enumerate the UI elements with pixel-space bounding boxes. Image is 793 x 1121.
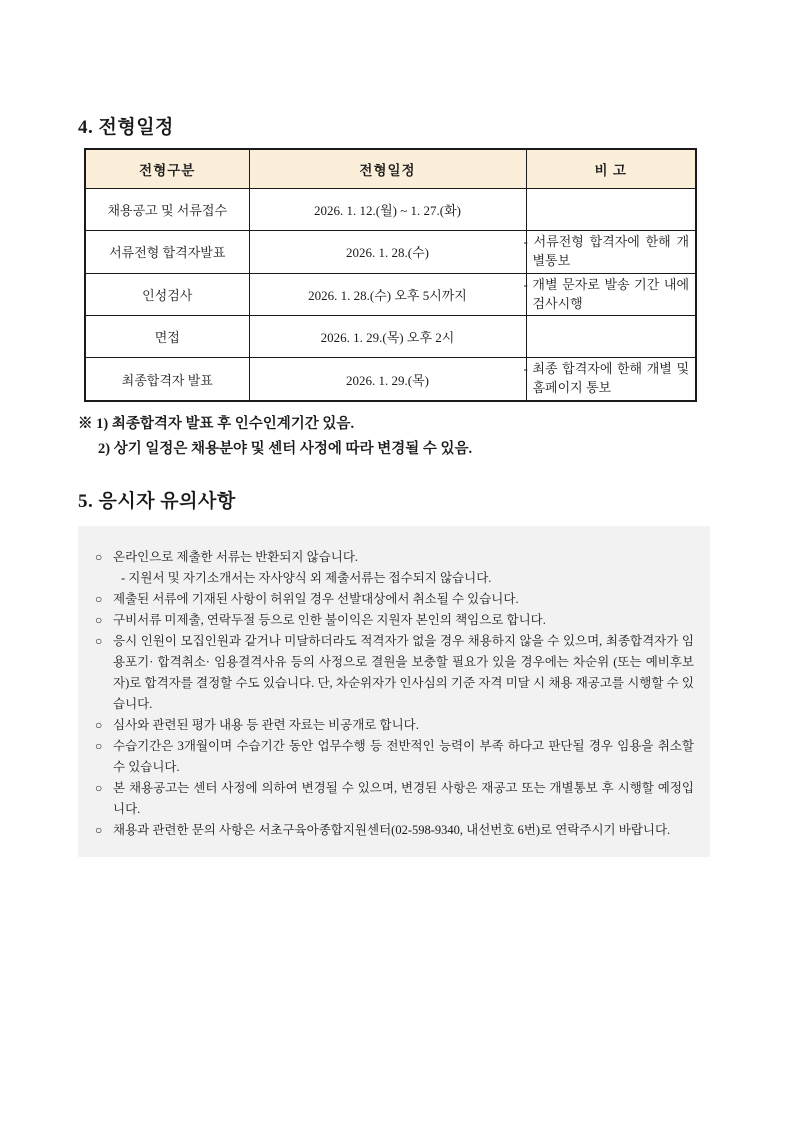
cell-schedule: 2026. 1. 29.(목) 오후 2시 [249,316,526,358]
table-row [85,273,696,316]
circle-bullet-icon: ○ [95,781,103,796]
list-item-text: 구비서류 미제출, 연락두절 등으로 인한 불이익은 지원자 본인의 책임으로 합니다. [113,613,546,628]
col-header-category: 전형구분 [85,149,249,189]
cell-category: 채용공고 및 서류접수 [85,189,249,231]
circle-bullet-icon: ○ [95,592,103,607]
section-applicant-notes [78,486,710,857]
list-item-text: 채용과 관련한 문의 사항은 서초구육아종합지원센터(02-598-9340, 내선번호 6번)로 연락주시기 바랍니다. [113,823,671,838]
circle-bullet-icon: ○ [95,739,103,754]
cell-category: 면접 [85,316,249,358]
list-item [95,778,694,820]
cell-remark [526,316,696,358]
list-item-text: 본 채용공고는 센터 사정에 의하여 변경될 수 있으며, 변경된 사항은 재공고 또는 개별통보 후 시행할 예정입니다. [113,781,694,817]
list-item-text: 응시 인원이 모집인원과 같거나 미달하더라도 적격자가 없을 경우 채용하지 않을 수 있으며, 최종합격자가 임용포기· 합격취소· 임용결격사유 등의 사정으로 결원을 보충할 필요가 있을 경우에는 차순위 (또는 예비후보자)로 합격자를 결정할 수도 있습니다. 단, 차순위자가 인사심의 기준 자격 미달 시 채용 재공고를 시행할 수 있습니다. [113,634,694,712]
cell-remark: - 서류전형 합격자에 한해 개별통보 [526,231,696,274]
circle-bullet-icon: ○ [95,550,103,565]
list-item [95,610,694,631]
cell-schedule: 2026. 1. 29.(목) [249,358,526,401]
table-row [85,358,696,401]
cell-category: 최종합격자 발표 [85,358,249,401]
schedule-table-header-row [85,149,696,189]
circle-bullet-icon: ○ [95,823,103,838]
cell-schedule: 2026. 1. 28.(수) 오후 5시까지 [249,273,526,316]
list-item [95,820,694,841]
cell-category: 인성검사 [85,273,249,316]
section-applicant-notes-title: 5. 응시자 유의사항 [78,491,236,513]
list-item [95,631,694,715]
cell-schedule: 2026. 1. 28.(수) [249,231,526,274]
list-item [95,715,694,736]
section-schedule-title: 4. 전형일정 [78,117,174,138]
list-item [95,589,694,610]
cell-remark: - 최종 합격자에 한해 개별 및 홈페이지 통보 [526,358,696,401]
cell-remark: - 개별 문자로 발송 기간 내에 검사시행 [526,273,696,316]
footnote-line: ※ 1) 최종합격자 발표 후 인수인계기간 있음. [78,416,355,433]
list-subitem-text: - 지원서 및 자기소개서는 자사양식 외 제출서류는 접수되지 않습니다. [121,571,492,586]
footnote-line: 2) 상기 일정은 채용분야 및 센터 사정에 따라 변경될 수 있음. [98,441,473,458]
col-header-schedule: 전형일정 [249,149,526,189]
section-schedule [78,112,710,462]
col-header-remark: 비 고 [526,149,696,189]
table-row [85,231,696,274]
cell-remark [526,189,696,231]
table-row [85,316,696,358]
list-item-text: 온라인으로 제출한 서류는 반환되지 않습니다. [113,550,359,565]
list-item-text: 심사와 관련된 평가 내용 등 관련 자료는 비공개로 합니다. [113,718,419,733]
circle-bullet-icon: ○ [95,613,103,628]
circle-bullet-icon: ○ [95,718,103,733]
schedule-footnotes [78,412,710,462]
list-item-text: 수습기간은 3개월이며 수습기간 동안 업무수행 등 전반적인 능력이 부족 하다고 판단될 경우 임용을 취소할 수 있습니다. [113,739,694,775]
circle-bullet-icon: ○ [95,634,103,649]
cell-category: 서류전형 합격자발표 [85,231,249,274]
cell-schedule: 2026. 1. 12.(월) ~ 1. 27.(화) [249,189,526,231]
table-row [85,189,696,231]
list-item [95,736,694,778]
list-item [95,547,694,568]
schedule-table [84,148,697,402]
list-item-text: 제출된 서류에 기재된 사항이 허위일 경우 선발대상에서 취소될 수 있습니다. [113,592,519,607]
notice-box [78,526,710,857]
